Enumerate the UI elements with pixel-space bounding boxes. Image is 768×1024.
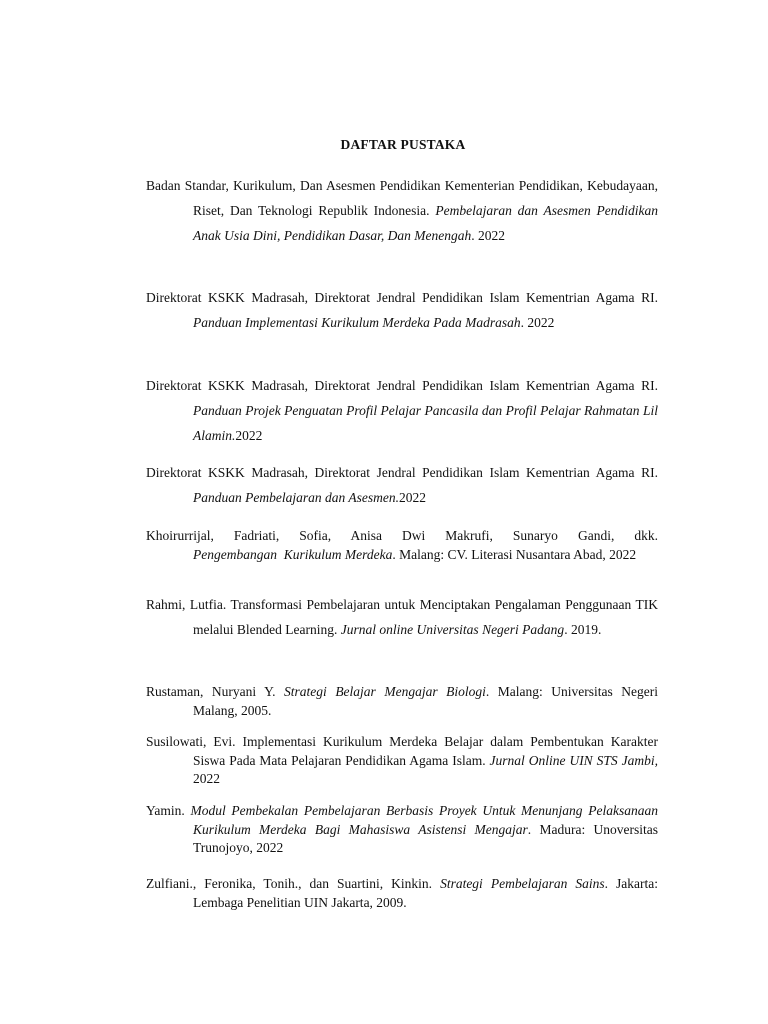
reference-title: Pembelajaran dan Asesmen Pendidikan Anak Usia Dini, Pendidikan Dasar, Dan Menengah bbox=[193, 203, 658, 243]
reference-tail: . 2019. bbox=[564, 622, 602, 637]
reference-entry bbox=[146, 527, 658, 564]
reference-tail: 2022 bbox=[193, 771, 220, 786]
reference-entry bbox=[146, 285, 658, 335]
reference-tail: . 2022 bbox=[471, 228, 505, 243]
reference-text: Rustaman, Nuryani Y. bbox=[146, 684, 285, 699]
reference-text: Badan Standar, Kurikulum, Dan Asesmen Pendidikan Kementerian Pendidikan, Kebudayaan, Riset, Dan Teknologi Republik Indonesia. bbox=[146, 178, 658, 218]
reference-tail: 2022 bbox=[398, 490, 426, 505]
reference-text: Zulfiani., Feronika, Tonih., dan Suartini, Kinkin. bbox=[146, 876, 441, 891]
reference-title: Panduan Implementasi Kurikulum Merdeka Pada Madrasah bbox=[193, 315, 521, 330]
reference-text: Susilowati, Evi. Implementasi Kurikulum Merdeka Belajar dalam Pembentukan Karakter Siswa Pada Mata Pelajaran Pendidikan Agama Islam. bbox=[146, 734, 658, 768]
reference-entry bbox=[146, 802, 658, 858]
reference-entry bbox=[146, 173, 658, 248]
reference-title: Jurnal Online UIN STS Jambi, bbox=[489, 752, 658, 768]
reference-title: Jurnal online Universitas Negeri Padang bbox=[340, 622, 565, 637]
reference-title: Modul Pembekalan Pembelajaran Berbasis Proyek Untuk Menunjang Pelaksanaan Kurikulum Merdeka Bagi Mahasiswa Asistensi Mengajar bbox=[190, 803, 658, 837]
reference-tail: . Malang: Universitas Negeri Malang, 2005. bbox=[193, 684, 658, 718]
reference-text: Direktorat KSKK Madrasah, Direktorat Jendral Pendidikan Islam Kementrian Agama RI. bbox=[146, 290, 658, 305]
reference-entry bbox=[146, 875, 658, 912]
reference-tail: . Madura: Unoversitas Trunojoyo, 2022 bbox=[193, 821, 658, 855]
reference-title: Pengembangan Kurikulum Merdeka bbox=[193, 546, 393, 562]
reference-tail: . Malang: CV. Literasi Nusantara Abad, 2022 bbox=[392, 546, 637, 562]
reference-tail: . 2022 bbox=[520, 315, 555, 330]
reference-entry bbox=[146, 733, 658, 789]
reference-tail: 2022 bbox=[235, 428, 263, 443]
reference-text: Rahmi, Lutfia. Transformasi Pembelajaran untuk Menciptakan Pengalaman Penggunaan TIK melalui Blended Learning. bbox=[146, 597, 658, 637]
reference-title: Panduan Pembelajaran dan Asesmen. bbox=[193, 490, 399, 505]
reference-entry bbox=[146, 460, 658, 510]
page-title: DAFTAR PUSTAKA bbox=[340, 137, 466, 152]
reference-tail: . Jakarta: Lembaga Penelitian UIN Jakarta, 2009. bbox=[193, 876, 658, 910]
reference-text: Direktorat KSKK Madrasah, Direktorat Jendral Pendidikan Islam Kementrian Agama RI. bbox=[146, 465, 658, 480]
reference-text: Khoirurrijal, Fadriati, Sofia, Anisa Dwi Makrufi, Sunaryo Gandi, dkk. bbox=[146, 528, 658, 543]
reference-entry bbox=[146, 592, 658, 642]
reference-title: Panduan Projek Penguatan Profil Pelajar Pancasila dan Profil Pelajar Rahmatan Lil Alamin. bbox=[193, 403, 658, 443]
reference-title: Strategi Belajar Mengajar Biologi bbox=[284, 684, 486, 699]
reference-entry bbox=[146, 683, 658, 720]
reference-title: Strategi Pembelajaran Sains bbox=[440, 876, 605, 891]
reference-text: Direktorat KSKK Madrasah, Direktorat Jendral Pendidikan Islam Kementrian Agama RI. bbox=[146, 378, 658, 393]
reference-entry bbox=[146, 373, 658, 448]
reference-text: Yamin. bbox=[146, 803, 191, 818]
